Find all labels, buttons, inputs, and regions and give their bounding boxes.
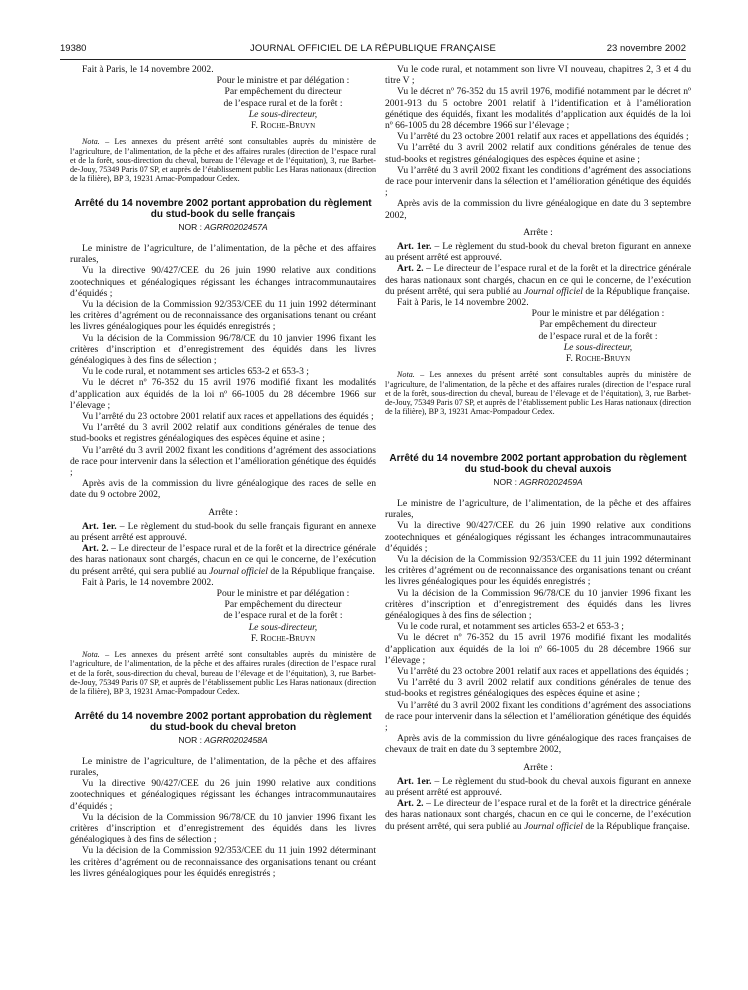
article-text: – Le règlement du stud-book du selle français figurant en annexe au présent arrêté est approuvé. <box>70 520 376 543</box>
nor-code: AGRR0202459A <box>519 476 583 487</box>
body-paragraph: Vu le code rural, et notamment ses articles 653-2 et 653-3 ; <box>397 621 624 633</box>
article-label: Art. 2. <box>397 263 424 275</box>
right-column <box>385 64 691 832</box>
article-label: Art. 2. <box>397 798 424 810</box>
body-paragraph: Le ministre de l’agriculture, de l’alimentation, de la pêche et des affaires rurales, <box>70 242 376 266</box>
body-paragraph: Vu la décision de la Commission 96/78/CE du 10 janvier 1996 fixant les critères d’inscription et d’enregistrement des équidés dans les livres généalogiques à des fins de sélection ; <box>385 587 691 621</box>
article-text: – Le directeur de l’espace rural et de la forêt et la directrice générale des haras nationaux sont chargés, chacun en ce qui le concerne, de l’exécution du présent arrêté, qui sera publié au <box>70 543 377 577</box>
nota-text: – Les annexes du présent arrêté sont consultables auprès du ministère de l’agriculture, de l’alimentation, de la pêche et des affaires rurales (direction de l’espace rural et de la forêt, sous-direction du cheval, bureau de l’élevage et de l’équitation), 3, rue Barbet-de-Jouy, 75349 Paris 07 SP, et auprès de l’établissement public Les Haras nationaux (direction de la filière), BP 3, 19231 Arnac-Pompadour Cedex. <box>70 137 376 184</box>
nor-label: NOR : <box>493 476 520 487</box>
signature-line: Pour le ministre et par délégation : <box>531 308 665 320</box>
signature-line: Par empêchement du directeur <box>539 319 657 331</box>
body-paragraph: Vu l’arrêté du 3 avril 2002 fixant les conditions d’agrément des associations de race pour intervenir dans la sélection et l’amélioration génétique des équidés ; <box>70 444 376 478</box>
article-2 <box>385 798 691 832</box>
arrete-heading: Arrête : <box>523 761 553 773</box>
body-paragraph: Vu l’arrêté du 3 avril 2002 relatif aux conditions générales de tenue des stud-books et registres généalogiques des espèces équine et asine ; <box>385 677 691 700</box>
signature-line: Par empêchement du directeur <box>224 599 342 611</box>
nota-label: Nota. <box>82 650 100 660</box>
header-rule <box>60 59 686 60</box>
journal-reference: Journal officiel <box>209 565 268 577</box>
body-paragraph: Vu l’arrêté du 23 octobre 2001 relatif aux races et appellations des équidés ; <box>82 410 374 422</box>
page-number: 19380 <box>60 43 87 54</box>
article-1 <box>385 241 691 263</box>
article-text: – Le directeur de l’espace rural et de la forêt et la directrice générale des haras nationaux sont chargés, chacun en ce qui le concerne, de l’exécution du présent arrêté, qui sera publié au <box>385 798 692 832</box>
decree-title: Arrêté du 14 novembre 2002 portant approbation du règlement du stud-book du selle français <box>74 197 372 221</box>
nor-label: NOR : <box>178 221 205 232</box>
body-paragraph: Vu la directive 90/427/CEE du 26 juin 1990 relative aux conditions zootechniques et généalogiques régissant les échanges intracommunautaires d’équidés ; <box>70 265 376 299</box>
body-paragraph: Vu l’arrêté du 23 octobre 2001 relatif aux races et appellations des équidés ; <box>397 666 689 678</box>
nota-text: – Les annexes du présent arrêté sont consultables auprès du ministère de l’agriculture, de l’alimentation, de la pêche et des affaires rurales (direction de l’espace rural et de la forêt, sous-direction du cheval, bureau de l’élevage et de l’équitation), 3, rue Barbet-de-Jouy, 75349 Paris 07 SP, et auprès de l’établissement public Les Haras nationaux (direction de la filière), BP 3, 19231 Arnac-Pompadour Cedex. <box>70 650 376 697</box>
nor-label: NOR : <box>178 734 205 745</box>
arrete-heading: Arrête : <box>208 506 238 518</box>
signatory-name: F. Roche-Bruyn <box>565 353 631 365</box>
article-text: de la République française. <box>582 820 690 832</box>
body-paragraph: Vu l’arrêté du 3 avril 2002 fixant les conditions d’agrément des associations de race pour intervenir dans la sélection et l’amélioration génétique des équidés ; <box>385 164 691 199</box>
body-paragraph: Vu le code rural, et notamment son livre VI nouveau, chapitres 2, 3 et 4 du titre V ; <box>385 64 691 87</box>
fait-line: Fait à Paris, le 14 novembre 2002. <box>397 297 529 309</box>
body-paragraph: Le ministre de l’agriculture, de l’alimentation, de la pêche et des affaires rurales, <box>70 755 376 778</box>
article-1 <box>385 776 691 798</box>
body-paragraph: Vu la directive 90/427/CEE du 26 juin 1990 relative aux conditions zootechniques et généalogiques régissant les échanges intracommunautaires d’équidés ; <box>70 778 376 812</box>
body-paragraph: Vu le décret nº 76-352 du 15 avril 1976 modifié fixant les modalités d’application aux équidés de la loi nº 66-1005 du 28 décembre 1966 sur l’élevage ; <box>70 377 376 411</box>
article-text: – Le directeur de l’espace rural et de la forêt et la directrice générale des haras nationaux sont chargés, chacun en ce qui le concerne, de l’exécution du présent arrêté, qui sera publié au <box>385 263 692 297</box>
body-paragraph: Vu la directive 90/427/CEE du 26 juin 1990 relative aux conditions zootechniques et généalogiques régissant les échanges intracommunautaires d’équidés ; <box>385 520 691 554</box>
nota-label: Nota. <box>82 137 100 147</box>
spacer <box>385 417 691 439</box>
body-paragraph: Vu l’arrêté du 3 avril 2002 relatif aux conditions générales de tenue des stud-books et registres généalogiques des espèces équine et asine ; <box>70 422 376 445</box>
journal-reference: Journal officiel <box>524 285 583 297</box>
body-paragraph: Vu l’arrêté du 3 avril 2002 relatif aux conditions générales de tenue des stud-books et registres généalogiques des espèces équine et asine ; <box>385 142 691 165</box>
nota-text: – Les annexes du présent arrêté sont consultables auprès du ministère de l’agriculture, de l’alimentation, de la pêche et des affaires rurales (direction de l’espace rural et de la forêt, sous-direction du cheval, bureau de l’élevage et de l’équitation), 3, rue Barbet-de-Jouy, 75349 Paris 07 SP, et auprès de l’établissement public Les Haras nationaux (direction de la filière), BP 3, 19231 Arnac-Pompadour Cedex. <box>385 370 691 417</box>
arrete-heading: Arrête : <box>523 226 553 238</box>
nota-paragraph <box>70 137 376 183</box>
body-paragraph: Après avis de la commission du livre généalogique des races de selle en date du 9 octobre 2002, <box>70 478 376 501</box>
decree-title: Arrêté du 14 novembre 2002 portant approbation du règlement du stud-book du cheval breton <box>74 710 372 733</box>
signature-role: Le sous-directeur, <box>563 341 633 353</box>
body-paragraph: Vu la décision de la Commission 92/353/CEE du 11 juin 1992 déterminant les critères d’agrément ou de reconnaissance des organisations tenant ou créant les livres généalogiques pour les équidés enregistrés ; <box>385 553 691 588</box>
body-paragraph: Vu l’arrêté du 3 avril 2002 fixant les conditions d’agrément des associations de race pour intervenir dans la sélection et l’amélioration génétique des équidés ; <box>385 699 691 734</box>
body-paragraph: Vu le décret nº 76-352 du 15 avril 1976, modifié notamment par le décret nº 2001-913 du 5 octobre 2001 relatif à l’identification et à l’amélioration génétique des équidés, fixant les modalités d’application aux équidés de la loi nº 66-1005 du 28 décembre 1966 sur l’élevage ; <box>385 86 691 132</box>
body-paragraph: Après avis de la commission du livre généalogique en date du 3 septembre 2002, <box>385 198 691 221</box>
journal-reference: Journal officiel <box>524 820 583 832</box>
nor-reference <box>385 477 691 488</box>
signatory-name: F. Roche-Bruyn <box>250 632 316 644</box>
issue-date: 23 novembre 2002 <box>606 43 686 54</box>
nota-paragraph <box>70 650 376 696</box>
nor-code: AGRR0202458A <box>204 734 268 745</box>
nota-paragraph <box>385 370 691 416</box>
article-text: de la République française. <box>267 565 375 577</box>
nor-reference <box>70 735 376 746</box>
signature-line: Par empêchement du directeur <box>224 86 342 98</box>
fait-line: Fait à Paris, le 14 novembre 2002. <box>82 576 214 588</box>
article-text: – Le règlement du stud-book du cheval auxois figurant en annexe au présent arrêté est approuvé. <box>385 775 692 799</box>
nor-code: AGRR0202457A <box>204 221 268 232</box>
signature-line: de l’espace rural et de la forêt : <box>223 97 343 109</box>
page-header <box>60 41 686 57</box>
body-paragraph: Vu la décision de la Commission 92/353/CEE du 11 juin 1992 déterminant les critères d’agrément ou de reconnaissance des organisations tenant ou créant les livres généalogiques pour les équidés enregistrés ; <box>70 298 376 333</box>
article-text: – Le règlement du stud-book du cheval breton figurant en annexe au présent arrêté est approuvé. <box>385 241 691 264</box>
article-label: Art. 2. <box>82 543 109 555</box>
article-2 <box>385 263 691 297</box>
body-paragraph: Vu la décision de la Commission 96/78/CE du 10 janvier 1996 fixant les critères d’inscription et d’enregistrement des équidés dans les livres généalogiques à des fins de sélection ; <box>70 811 376 846</box>
signature-line: de l’espace rural et de la forêt : <box>223 610 343 622</box>
body-paragraph: Le ministre de l’agriculture, de l’alimentation, de la pêche et des affaires rurales, <box>385 497 691 521</box>
fait-line: Fait à Paris, le 14 novembre 2002. <box>82 64 214 75</box>
article-1 <box>70 521 376 543</box>
body-paragraph: Vu la décision de la Commission 96/78/CE du 10 janvier 1996 fixant les critères d’inscription et d’enregistrement des équidés dans les livres généalogiques à des fins de sélection ; <box>70 332 376 366</box>
signature-line: Pour le ministre et par délégation : <box>216 75 350 87</box>
nor-reference <box>70 222 376 233</box>
journal-title: JOURNAL OFFICIEL DE LA RÉPUBLIQUE FRANÇAISE <box>250 43 496 54</box>
signature-line: de l’espace rural et de la forêt : <box>538 330 658 342</box>
signature-role: Le sous-directeur, <box>248 621 318 633</box>
body-paragraph: Après avis de la commission du livre généalogique des races françaises de chevaux de trait en date du 3 septembre 2002, <box>385 733 691 756</box>
signature-role: Le sous-directeur, <box>248 108 318 120</box>
signatory-name: F. Roche-Bruyn <box>250 120 316 132</box>
body-paragraph: Vu la décision de la Commission 92/353/CEE du 11 juin 1992 déterminant les critères d’agrément ou de reconnaissance des organisations tenant ou créant les livres généalogiques pour les équidés enregistrés ; <box>70 845 376 879</box>
article-label: Art. 1er. <box>397 775 432 787</box>
nota-label: Nota. <box>397 370 415 380</box>
article-label: Art. 1er. <box>82 520 117 532</box>
article-text: de la République française. <box>582 285 690 297</box>
body-paragraph: Vu le décret nº 76-352 du 15 avril 1976 modifié fixant les modalités d’application aux équidés de la loi nº 66-1005 du 28 décembre 1966 sur l’élevage ; <box>385 632 691 666</box>
decree-title: Arrêté du 14 novembre 2002 portant approbation du règlement du stud-book du cheval auxois <box>389 452 687 476</box>
article-label: Art. 1er. <box>397 241 432 253</box>
signature-line: Pour le ministre et par délégation : <box>216 588 350 599</box>
article-2 <box>70 543 376 577</box>
body-paragraph: Vu l’arrêté du 23 octobre 2001 relatif aux races et appellations des équidés ; <box>397 131 689 143</box>
body-paragraph: Vu le code rural, et notamment ses articles 653-2 et 653-3 ; <box>82 366 309 378</box>
left-column <box>70 64 376 879</box>
